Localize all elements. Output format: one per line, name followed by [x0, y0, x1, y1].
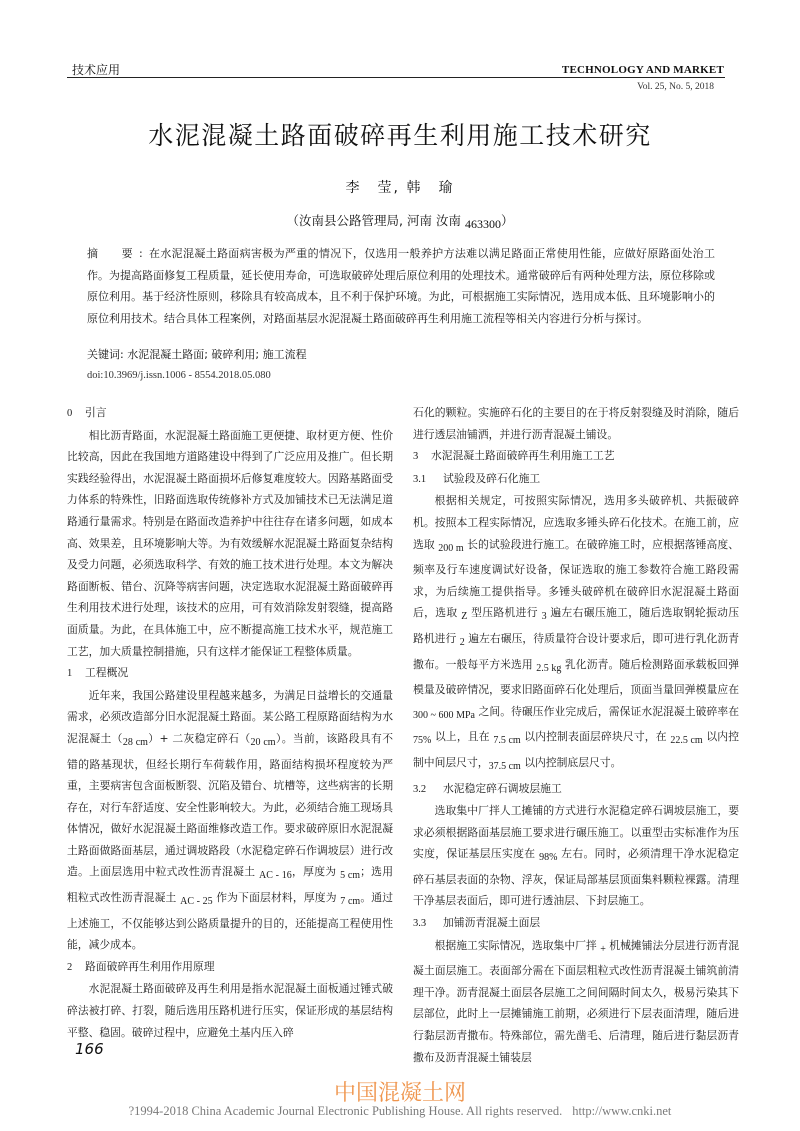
- section-title: 引言: [85, 406, 107, 419]
- text-run: 近年来，我国公路建设里程越来越多，为满足日益增长的交通量需求，必须改造部分旧水泥混凝土路面。某公路工程原路面结构为水泥混凝土（: [67, 688, 393, 745]
- section-number: 1: [67, 668, 73, 680]
- left-column: [67, 402, 393, 1043]
- value: 22.5 cm: [670, 735, 703, 747]
- value: +: [600, 943, 606, 955]
- section-heading-0: [67, 402, 393, 425]
- text-run: ）+ 二灰稳定碎石（: [147, 731, 251, 745]
- section-heading-3: [413, 445, 739, 468]
- text-run: 长的试验段进行施工。在破碎施工时，应根据落锤高度、频率及行车速度调试好设备，保证选取的施工参数符合施工路段需求，为后续施工提供指导。多锤头破碎机在破碎旧水泥混凝土路面后，选取: [413, 537, 740, 620]
- section-number: 3.3: [413, 918, 427, 930]
- value: 75%: [413, 735, 432, 747]
- text-run: 以内控制表面层碎块尺寸，在: [524, 730, 667, 744]
- affiliation-zip: 463300: [464, 217, 501, 231]
- text-run: 左右。同时，必须清理干净水泥稳定碎石基层表面的杂物、浮灰，保证局部基层顶面集料颗粒裸露。清理干净基层表面后，即可进行透油层、下封层施工。: [413, 847, 739, 908]
- paragraph: 石化的颗粒。实施碎石化的主要目的在于将反射裂缝及时消除，随后进行透层油铺洒，并进行沥青混凝土铺设。: [413, 406, 739, 441]
- header-divider: [67, 77, 725, 78]
- text-run: 根据相关规定，可按照实际情况，选用多头破碎机、共振破碎机。按照本工程实际情况，应选取多锤头碎石化技术。在施工前，应选取: [413, 494, 739, 551]
- copyright-text: ?1994-2018 China Academic Journal Electronic Publishing House. All rights reserved.: [128, 1104, 563, 1118]
- section-heading-1: [67, 662, 393, 685]
- text-run: 遍左右碾压施工，随后选取钢轮振动压路机进行: [413, 606, 740, 645]
- section-title: 加铺沥青混凝土面层: [443, 916, 541, 930]
- value: 37.5 cm: [488, 760, 521, 772]
- abstract: [87, 243, 715, 329]
- affiliation-text: （汝南县公路管理局, 河南 汝南: [286, 213, 461, 228]
- text-run: 作为下面层材料，厚度为: [216, 891, 337, 905]
- section-number: 3: [413, 451, 419, 463]
- section-title: 水泥混凝土路面破碎再生利用施工工艺: [431, 449, 615, 463]
- text-run: 选取集中厂拌人工摊铺的方式进行水泥稳定碎石调坡层施工，要求必须根据路面基层施工要求进行碾压施工。以重型击实标准作为压实度，保证基层压实度在: [413, 804, 739, 861]
- section-number: 3.1: [413, 473, 427, 485]
- keywords: 关键词: 水泥混凝土路面; 破碎利用; 施工流程: [87, 348, 307, 361]
- value: 300 ~ 600 MPa: [413, 709, 475, 721]
- abstract-label: 摘 要:: [87, 247, 149, 260]
- text-run: 乳化沥青。随后检测路面承载板回弹模量及破碎情况，要求旧路面碎石化处理后，顶面当量回弹模量应在: [413, 657, 740, 697]
- section-heading-3-2: [413, 778, 739, 801]
- section-number: 3.2: [413, 783, 427, 795]
- text-run: 以内控制底层尺寸。: [524, 755, 622, 769]
- watermark: 中国混凝土网: [333, 1081, 466, 1106]
- section-heading-2: [67, 956, 393, 979]
- value: 28 cm: [122, 736, 148, 748]
- value: AC - 25: [180, 896, 213, 908]
- paragraph: [67, 685, 393, 956]
- affiliation-close: ）: [500, 213, 514, 228]
- value: 98%: [539, 852, 558, 864]
- section-number: 2: [67, 961, 73, 973]
- section-heading-3-3: [413, 912, 739, 935]
- value: 200 m: [438, 542, 464, 554]
- text-run: 型压路机进行: [471, 606, 538, 620]
- value: 7 cm: [340, 896, 361, 908]
- value: 5 cm: [340, 870, 361, 882]
- journal-name: TECHNOLOGY AND MARKET: [561, 64, 724, 76]
- volume-info: Vol. 25, No. 5, 2018: [637, 82, 714, 92]
- text-run: 机械摊铺法分层进行沥青混凝土面层施工。表面部分需在下面层粗粒式改性沥青混凝土铺筑前清理干净。沥青混凝土面层各层施工之间间隔时间太久，极易污染其下层部位，此时上一层摊铺施工前期，必须进行下层表面清理，随后进行黏层沥青撒布。特殊部位，需先凿毛、后清理，随后进行黏层沥青撒布及沥青混凝土铺装层: [413, 938, 740, 1064]
- section-title: 水泥稳定碎石调坡层施工: [443, 781, 562, 795]
- article-title: 水泥混凝土路面破碎再生利用施工技术研究: [148, 121, 652, 150]
- article-affiliation: [0, 211, 800, 232]
- section-number: 0: [67, 408, 73, 419]
- page-number: 166: [75, 1040, 104, 1058]
- paragraph: [413, 800, 739, 912]
- paragraph: 水泥混凝土路面破碎及再生利用是指水泥混凝土面板通过锤式破碎法被打碎、打裂，随后选用压路机进行压实，保证形成的基层结构平整、稳固。破碎过程中，应避免土基内压入碎: [67, 982, 393, 1039]
- paragraph: 相比沥青路面，水泥混凝土路面施工更便捷、取材更方便、性价比较高，因此在我国地方道路建设中得到了广泛应用及推广。但长期实践经验得出，水泥混凝土路面损坏后修复难度较大。因路基路面受力体系的特殊性，旧路面选取传统修补方式及加铺技术已无法满足道路通行量需求。特别是在路面改造养护中往往存在诸多问题，如成本高、效果差，且环境影响大等。为有效缓解水泥混凝土路面复杂结构及受力问题，必须选取科学、有效的施工技术进行处理。本文为解决路面断板、错台、沉降等病害问题，决定选取水泥混凝土路面破碎再生利用技术进行处理，该技术的应用，可有效消除发射裂缝，提高路面质量。为此，在具体施工中，应不断提高施工技术水平，规范施工工艺，加大质量控制措施，只有这样才能保证工程整体质量。: [67, 428, 393, 658]
- paragraph: [413, 935, 739, 1069]
- section-label: 技术应用: [72, 63, 121, 77]
- text-run: 之间。待碾压作业完成后，需保证水泥混凝土破碎率在: [478, 704, 739, 718]
- value: AC - 16: [258, 870, 292, 882]
- text-run: 以上，且在: [434, 730, 490, 744]
- section-title: 试验段及碎石化施工: [443, 471, 541, 485]
- section-heading-3-1: [413, 468, 739, 491]
- text-run: 根据施工实际情况，选取集中厂拌: [434, 938, 597, 952]
- value: 3: [541, 611, 547, 623]
- text-run: ；选用粗粒式改性沥青混凝土: [67, 865, 394, 905]
- value: 20 cm: [250, 736, 276, 748]
- value: 2: [459, 636, 465, 648]
- value: 7.5 cm: [493, 735, 521, 747]
- abstract-text: 在水泥混凝土路面病害极为严重的情况下，仅选用一般养护方法难以满足路面正常使用性能，应做好原路面处治工作。为提高路面修复工程质量，延长使用寿命，可选取破碎处理后原位利用的处理技术。通常破碎后有两种处理方法，原位移除或原位利用。基于经济性原则，移除具有较高成本，且不利于保护环境。为此，可根据施工实际情况，选用成本低、且环境影响小的原位利用技术。结合具体工程案例，对路面基层水泥混凝土路面破碎再生利用施工流程等相关内容进行分析与探讨。: [87, 247, 715, 325]
- paragraph: [413, 490, 739, 777]
- section-title: 路面破碎再生利用作用原理: [85, 959, 215, 973]
- text-run: 以内控制中间层尺寸，: [413, 730, 740, 769]
- section-title: 工程概况: [85, 666, 129, 680]
- article-authors: 李 莹, 韩 瑜: [345, 180, 455, 196]
- text-run: 。通过上述施工，不仅能够达到公路质量提升的目的，还能提高工程使用性能，减少成本。: [67, 891, 394, 952]
- doi: doi:10.3969/j.issn.1006 - 8554.2018.05.080: [87, 370, 271, 381]
- text-run: 遍左右碾压，待质量符合设计要求后，即可进行乳化沥青撒布。一般每平方米选用: [413, 631, 739, 671]
- text-run: ，厚度为: [291, 865, 337, 879]
- footer-url[interactable]: http://www.cnki.net: [572, 1104, 672, 1118]
- value: Z: [461, 611, 468, 623]
- right-column: [413, 402, 739, 1068]
- text-run: ）。当前，该路段具有不错的路基现状，但经长期行车荷载作用，路面结构损坏程度较为严重，主要病害包含面板断裂、沉陷及错台、坑槽等，这些病害的长期存在，对行车舒适度、安全性影响较大。为此，必须结合施工现场具体情况，做好水泥混凝土路面维修改造工作。要求破碎原旧水泥混凝土路面做路面基层，通过调坡路段（水泥稳定碎石作调坡层）进行改造。上面层选用中粒式改性沥青混凝土: [67, 731, 394, 879]
- value: 2.5 kg: [536, 662, 562, 674]
